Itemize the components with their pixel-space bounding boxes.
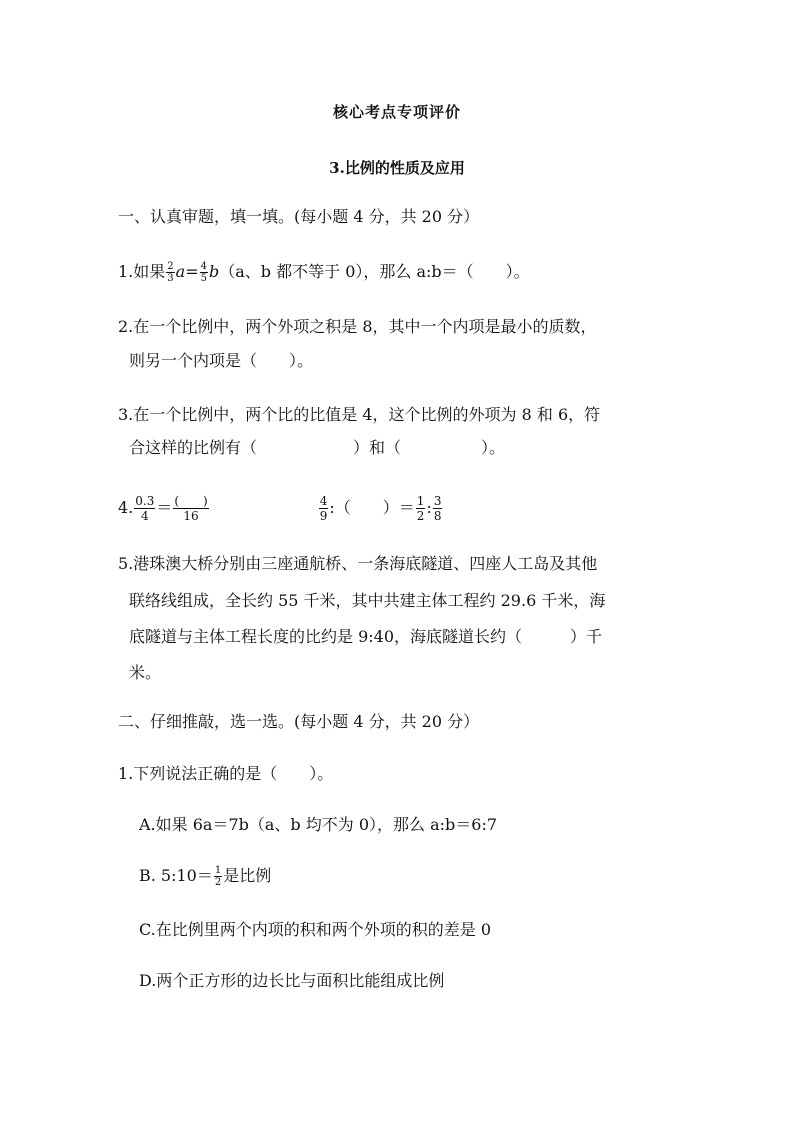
var-b: b (208, 262, 220, 281)
fraction-3-8 (433, 494, 443, 523)
frac-den: 2 (416, 509, 425, 523)
frac-den: 5 (200, 273, 207, 284)
frac-den: 4 (140, 509, 149, 523)
optb-suffix: 是比例 (223, 866, 272, 885)
question-1-2-line1: 2.在一个比例中，两个外项之积是 8，其中一个内项是最小的质数， (118, 317, 597, 336)
frac-num: 2 (167, 261, 174, 272)
question-1-1 (118, 261, 530, 284)
section2-heading: 二、仔细推敲，选一选。(每小题 4 分，共 20 分） (118, 712, 480, 731)
q4-label: 4. (118, 498, 134, 517)
question-1-5-line1: 5.港珠澳大桥分别由三座通航桥、一条海底隧道、四座人工岛及其他 (118, 554, 598, 573)
fraction-4-5 (200, 261, 208, 284)
frac-den: 9 (319, 509, 328, 523)
frac-num: 1 (416, 494, 425, 508)
optb-prefix: B. 5:10＝ (139, 866, 213, 885)
option-a: A.如果 6a＝7b（a、b 均不为 0），那么 a:b＝6:7 (139, 815, 498, 834)
frac-num: 3 (433, 494, 442, 508)
q1-prefix: 1.如果 (118, 262, 166, 281)
fraction-blank-16 (173, 494, 208, 523)
question-1-2-line2: 则另一个内项是（ ）。 (129, 351, 314, 370)
equals: ＝ (156, 498, 173, 517)
q1-rest: （a、b 都不等于 0），那么 a:b＝（ ）。 (219, 262, 530, 281)
q4-middle: :（ ）＝ (329, 498, 415, 517)
frac-num: 1 (214, 865, 222, 876)
frac-den: 16 (183, 509, 199, 523)
option-b (139, 865, 271, 888)
frac-num: 4 (200, 261, 207, 272)
frac-den: 2 (214, 877, 222, 888)
fraction-1-2 (214, 865, 222, 888)
fraction-0.3-4 (134, 494, 155, 523)
question-1-4 (118, 494, 443, 523)
equals: = (185, 262, 199, 281)
fraction-1-2 (416, 494, 426, 523)
section1-heading: 一、认真审题，填一填。(每小题 4 分，共 20 分） (118, 207, 480, 226)
frac-num: 4 (319, 494, 328, 508)
question-1-3-line1: 3.在一个比例中，两个比的比值是 4，这个比例的外项为 8 和 6，符 (118, 405, 601, 424)
question-1-5-line4: 米。 (129, 663, 162, 682)
question-1-5-line3: 底隧道与主体工程长度的比约是 9:40，海底隧道长约（ ）千 (129, 627, 603, 646)
frac-num: ( ) (174, 494, 208, 508)
var-a: a (175, 262, 186, 281)
question-2-1: 1.下列说法正确的是（ ）。 (118, 764, 334, 783)
frac-num: 0.3 (135, 494, 155, 508)
frac-den: 8 (433, 509, 442, 523)
page-title: 核心考点专项评价 (332, 103, 461, 121)
question-1-3-line2: 合这样的比例有（ ）和（ ）。 (129, 438, 506, 457)
option-c: C.在比例里两个内项的积和两个外项的积的差是 0 (139, 920, 492, 939)
question-1-5-line2: 联络线组成，全长约 55 千米，其中共建主体工程约 29.6 千米，海 (129, 591, 606, 610)
page-subtitle: 3.比例的性质及应用 (329, 159, 465, 177)
fraction-4-9 (319, 494, 329, 523)
option-d: D.两个正方形的边长比与面积比能组成比例 (139, 971, 445, 990)
fraction-2-3 (166, 261, 174, 284)
colon: : (426, 498, 432, 517)
frac-den: 3 (167, 273, 174, 284)
